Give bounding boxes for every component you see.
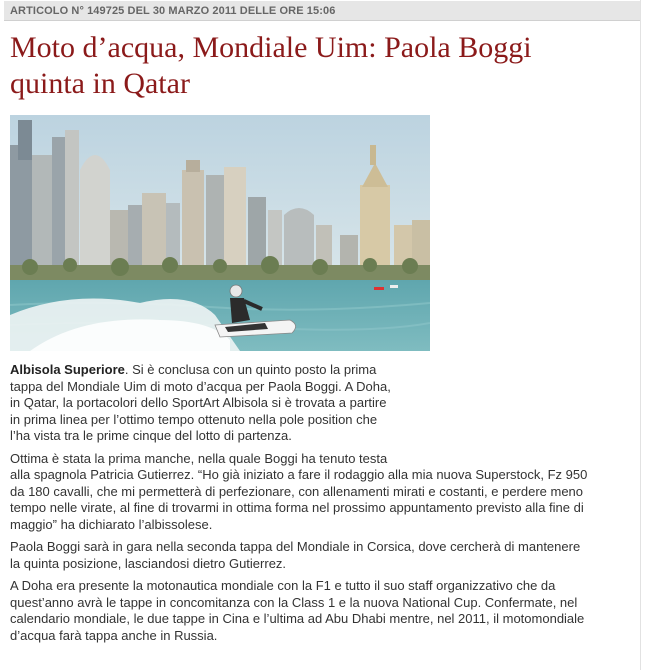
article-paragraph-3 — [10, 539, 640, 572]
paragraph-2-line-5: maggio” ha dichiarato l’albissolese. — [10, 516, 213, 532]
article-paragraph-2 — [10, 451, 640, 534]
article-meta-text: ARTICOLO N° 149725 DEL 30 MARZO 2011 DELLE ORE 15:06 — [10, 5, 336, 17]
title-line-2: quinta in Qatar — [10, 67, 190, 100]
photo-shore — [10, 256, 430, 281]
paragraph-2-line-3: da 180 cavalli, che mi permetterà di perfezionare, con allenamenti mirati e costanti, e perdere meno — [10, 483, 584, 499]
paragraph-2-line-2: alla spagnola Patricia Gutierrez. “Ho già iniziato a fare il rodaggio alla mia nuova Superstock, Fz 950 — [10, 467, 588, 482]
paragraph-1-line-1: . Si è conclusa con un quinto posto la prima — [124, 362, 377, 377]
paragraph-1-line-2: tappa del Mondiale Uim di moto d’acqua per Paola Boggi. A Doha, — [10, 378, 391, 394]
paragraph-4-line-3: calendario mondiale, le due tappe in Cina e l’ultima ad Abu Dhabi mentre, nel 2011, il motomondiale — [10, 611, 585, 626]
article-paragraph-4 — [10, 578, 640, 644]
article-photo — [10, 115, 430, 351]
article-paragraph-1 — [10, 362, 420, 445]
title-line-1: Moto d’acqua, Mondiale Uim: Paola Boggi — [10, 31, 532, 64]
dateline-place: Albisola Superiore — [10, 362, 125, 377]
right-border-rule — [640, 0, 641, 670]
paragraph-2-line-4: tempo nelle virate, al fine di trovarmi in ottima forma nel prossimo appuntamento previsto alla fine di — [10, 500, 584, 515]
paragraph-3-line-2: la quinta posizione, lasciandosi dietro Gutierrez. — [10, 555, 287, 571]
paragraph-4-line-4: d’acqua farà tappa anche in Russia. — [10, 627, 218, 643]
article-meta-bar — [4, 1, 640, 21]
paragraph-2-line-1: Ottima è stata la prima manche, nella quale Boggi ha tenuto testa — [10, 450, 388, 466]
paragraph-1-line-5: l’ha vista tra le prime cinque del lotto di partenza. — [10, 428, 292, 443]
paragraph-4-line-2: quest’anno avrà le tappe in concomitanza con la Class 1 e la nuova National Cup. Confermate, nel — [10, 594, 578, 610]
paragraph-4-line-1: A Doha era presente la motonautica mondiale con la F1 e tutto il suo staff organizzativo che da — [10, 578, 556, 593]
paragraph-3-line-1: Paola Boggi sarà in gara nella seconda tappa del Mondiale in Corsica, dove cercherà di mantenere — [10, 539, 581, 554]
paragraph-1-line-4: in prima linea per l’ottimo tempo ottenuto nella pole position che — [10, 411, 378, 427]
paragraph-1-line-3: in Qatar, la portacolori dello SportArt Albisola si è trovata a partire — [10, 395, 387, 410]
article-title — [10, 30, 630, 102]
article-body — [10, 362, 640, 650]
